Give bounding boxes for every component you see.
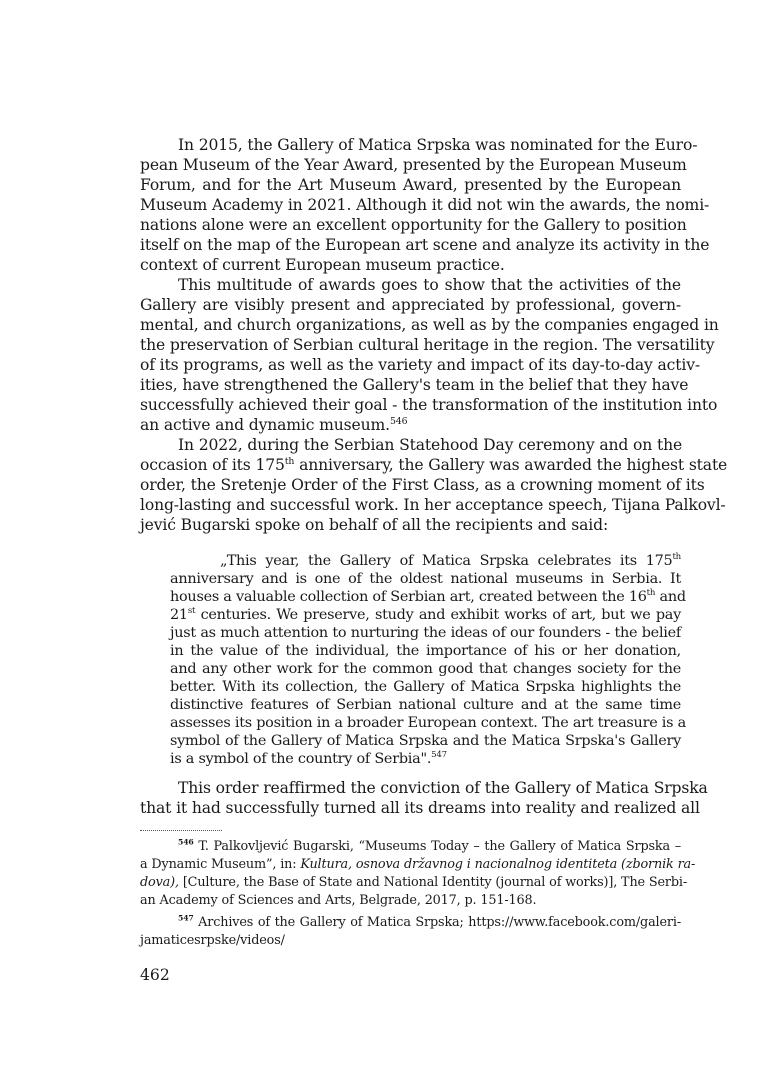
text-span: Archives of the Gallery of Matica Srpska; https://www.facebook.com/galeri- [193, 915, 681, 930]
text-line: In 2022, during the Serbian Statehood Day ceremony and on the [178, 436, 683, 454]
footnote-number: 547 [178, 913, 194, 923]
text-line: successfully achieved their goal - the transformation of the institution into [140, 396, 718, 414]
quote-line: better. With its collection, the Gallery of Matica Srpska highlights the [170, 679, 681, 695]
page-number: 462 [140, 966, 170, 984]
text-line: itself on the map of the European art scene and analyze its activity in the [140, 236, 710, 254]
text-line: pean Museum of the Year Award, presented by the European Museum [140, 156, 687, 174]
text-line: context of current European museum practice. [140, 256, 505, 274]
quote-line: distinctive features of Serbian national culture and at the same time [170, 697, 681, 713]
footnote-546-line [178, 838, 681, 856]
text-line [140, 455, 728, 475]
text-span: T. Palkovljević Bugarski, “Museums Today – the Gallery of Matica Srpska – [193, 839, 681, 854]
text-line: ities, have strengthened the Gallery's team in the belief that they have [140, 376, 689, 394]
quote-line: assesses its position in a broader European context. The art treasure is a [170, 715, 686, 731]
footnote-number: 546 [178, 837, 194, 847]
text-line: Forum, and for the Art Museum Award, presented by the European [140, 176, 681, 194]
superscript: th [284, 455, 295, 467]
quote-line: anniversary and is one of the oldest national museums in Serbia. It [170, 571, 681, 587]
superscript: th [672, 552, 681, 563]
italic-title: dova), [140, 875, 179, 890]
text-line: mental, and church organizations, as well as by the companies engaged in [140, 316, 719, 334]
text-line: of its programs, as well as the variety and impact of its day-to-day activ- [140, 356, 700, 374]
text-span: 21 [170, 607, 188, 623]
text-span: a Dynamic Museum”, in: [140, 857, 301, 872]
quote-line: in the value of the individual, the importance of his or her donation, [170, 643, 681, 659]
text-span: centuries. We preserve, study and exhibit works of art, but we pay [195, 607, 681, 623]
text-span: [Culture, the Base of State and National Identity (journal of works)], The Serbi- [178, 875, 688, 890]
footnote-divider [140, 830, 222, 831]
text-line: This order reaffirmed the conviction of the Gallery of Matica Srpska [178, 779, 708, 797]
text-span: „This year, the Gallery of Matica Srpska celebrates its 175 [220, 553, 673, 569]
quote-line [220, 552, 681, 570]
text-line: long-lasting and successful work. In her acceptance speech, Tijana Palkovl- [140, 496, 726, 514]
quote-line [170, 588, 686, 606]
text-span: occasion of its 175 [140, 456, 285, 474]
text-line: that it had successfully turned all its dreams into reality and realized all [140, 799, 700, 817]
quote-line: symbol of the Gallery of Matica Srpska and the Matica Srpska's Gallery [170, 733, 681, 749]
footnote-546-line [140, 856, 696, 874]
footnote-ref-546[interactable]: 546 [389, 415, 408, 427]
footnote-547-line: jamaticesrpske/videos/ [140, 933, 285, 948]
quote-line: just as much attention to nurturing the ideas of our founders - the belief [170, 625, 681, 641]
text-line: This multitude of awards goes to show that the activities of the [178, 276, 681, 294]
text-line: order, the Sretenje Order of the First Class, as a crowning moment of its [140, 476, 705, 494]
quote-line [170, 750, 447, 768]
text-span: anniversary, the Gallery was awarded the highest state [294, 456, 728, 474]
quote-line: and any other work for the common good that changes society for the [170, 661, 681, 677]
text-span: an active and dynamic museum. [140, 416, 390, 434]
quote-line [170, 606, 681, 624]
text-line: the preservation of Serbian cultural heritage in the region. The versatility [140, 336, 715, 354]
italic-title: Kultura, osnova državnog i nacionalnog identiteta (zbornik ra- [300, 857, 696, 872]
text-line: jević Bugarski spoke on behalf of all the recipients and said: [140, 516, 609, 534]
footnote-ref-547[interactable]: 547 [431, 750, 447, 761]
footnote-546-line: an Academy of Sciences and Arts, Belgrade, 2017, p. 151-168. [140, 893, 537, 908]
superscript: th [646, 588, 656, 599]
text-span: houses a valuable collection of Serbian art, created between the 16 [170, 589, 647, 605]
text-line: Museum Academy in 2021. Although it did not win the awards, the nomi- [140, 196, 710, 214]
text-span: is a symbol of the country of Serbia". [170, 751, 432, 767]
text-line: Gallery are visibly present and appreciated by professional, govern- [140, 296, 681, 314]
text-line [140, 415, 407, 435]
text-span: and [655, 589, 686, 605]
footnote-546-line [140, 874, 688, 892]
text-line: nations alone were an excellent opportunity for the Gallery to position [140, 216, 687, 234]
footnote-547-line [178, 914, 681, 932]
text-line: In 2015, the Gallery of Matica Srpska was nominated for the Euro- [178, 136, 698, 154]
superscript: st [187, 606, 196, 617]
